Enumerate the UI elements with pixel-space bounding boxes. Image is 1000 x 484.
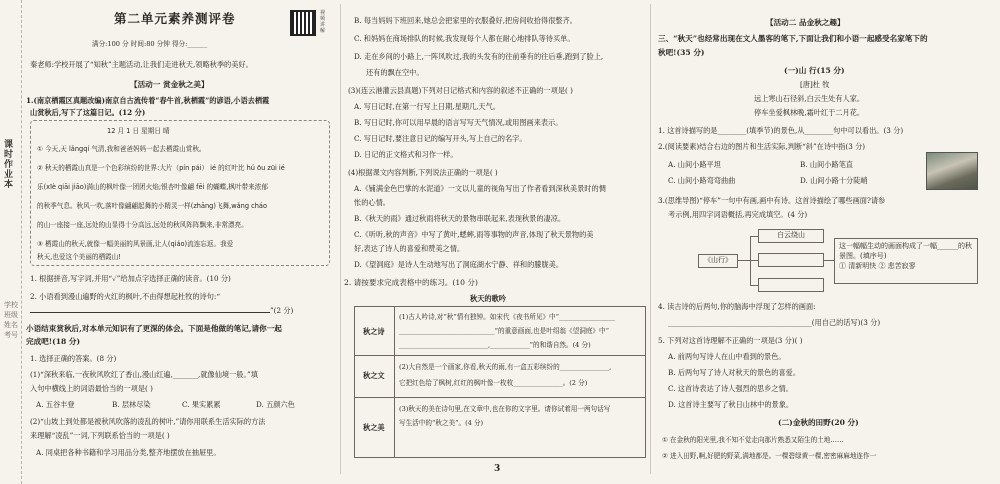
- score-line: 满分:100 分 时间:80 分钟 得分:______: [92, 40, 208, 48]
- option-b[interactable]: B.《秋天的雨》通过秋雨将秋天的景物串联起来,表现秋景的凄凉。: [354, 214, 566, 223]
- q3: (3)(连云港灌云县真题)下列对日记格式和内容的叙述不正确的一项是( ): [348, 86, 573, 95]
- option-c[interactable]: C. 山间小路弯弯曲曲: [668, 176, 736, 185]
- binding-series: 课时作业本: [4, 140, 14, 190]
- option-a[interactable]: A. 同桌把各种书籍和学习用品分类,整齐地摆放在抽屉里。: [36, 448, 221, 457]
- option-b[interactable]: B. 山间小路笔直: [800, 160, 853, 169]
- row-line: (1)古人吟诗,对“秋”情有独钟。如宋代《夜书所见》中“_________________: [399, 313, 616, 321]
- activity2-title: 【活动二 品金秋之趣】: [766, 18, 845, 27]
- connector: [750, 260, 758, 261]
- option-a-cont: 怅的心情。: [354, 198, 390, 207]
- row-line: _____________________________”的重意画面,也是叶绍翁《望洞庭》中“: [399, 327, 609, 335]
- option-c[interactable]: C. 果实累累: [182, 400, 221, 409]
- option-d[interactable]: D. 五颜六色: [256, 400, 295, 409]
- option-b[interactable]: B. 写日记时,你可以用早晨的语言写写天气情况,或用图画来表示。: [354, 118, 563, 127]
- poem-line: 远上寒山石径斜,白云生处有人家。: [754, 94, 865, 103]
- connector: [750, 236, 758, 237]
- page-title: 第二单元素养测评卷: [114, 11, 236, 26]
- row-line: (2)大自然是一个画家,你看,秋天的雨,有一盒五彩缤纷的_______________,: [399, 363, 612, 371]
- subq2: 2. 小语看到漫山遍野的火红的枫叶,不由得想起杜牧的诗句:“: [30, 292, 221, 301]
- mountain-path-photo: [926, 152, 978, 190]
- diary-box: [30, 120, 330, 266]
- section3-stem-2: 秋吧!(35 分): [658, 48, 705, 57]
- option-a[interactable]: A.《铺满金色巴掌的水泥道》一文以儿童的视角写出了作者看到深秋美景时的惆: [354, 184, 606, 193]
- diary-line: ② 秋天的栖霞山真是一个色彩缤纷的世界:大片（pín pái） ié 的红叶比 hú ōu zūi ié: [37, 164, 285, 172]
- q2-table: 2. 请按要求完成表格中的练习。(10 分): [344, 278, 478, 287]
- song-table: [354, 306, 646, 458]
- qr-label: 视频讲解: [320, 10, 326, 34]
- poem-author: [唐]杜 牧: [800, 80, 830, 89]
- q1-stem-2: 山赏秋后,写下了这篇日记。(12 分): [30, 108, 146, 117]
- diary-line: 的山一座接一座,远处的山显得十分高远,远处的秋风阵阵飘来,非常漂亮。: [37, 221, 248, 229]
- option-c[interactable]: C. 写日记时,要注意日记的编写开头,写上自己的名字。: [354, 134, 527, 143]
- row-line: ___________________________,____________”的和谐自然。(4 分): [399, 341, 591, 349]
- row-line: 写生活中的“秋之美”。(4 分): [399, 419, 484, 427]
- row-line: (3)秋天的美在诗句里,在文章中,也在你的文字里。请你试着用一两句话写: [399, 405, 611, 413]
- part2-stem: 小语结束赏秋后,对本单元知识有了更深的体会。下面是他做的笔记,请你一起: [26, 324, 282, 333]
- mind-options: ① 清新明快 ② 悲苦寂寥: [839, 262, 916, 270]
- option-d[interactable]: D. 山间小路十分陡峭: [800, 176, 868, 185]
- part2-q1a-2: 入句中横线上的词语最恰当的一项是( ): [30, 384, 153, 393]
- q5: 5. 下列对这首诗理解不正确的一项是(3 分)( ): [658, 336, 803, 345]
- q2: 2.(阅读要素)结合右边的图片和生活实际,判断“斜”在诗中指(3 分): [658, 142, 866, 151]
- q4: 4. 读古诗的后两句,你的脑海中浮现了怎样的画面:: [658, 302, 816, 311]
- mind-description: [834, 238, 978, 284]
- q1: 1. 这首诗描写的是________(填季节)的景色,从________句中可以看出。(3 分): [658, 126, 904, 135]
- q3-cont: 考示例,用四字词语概括,再完成填空。(4 分): [668, 210, 808, 219]
- part2-q1b: (2)“山坡上到处都是被秋风吹落的凌乱的树叶,”请你用联系生活实际的方法: [30, 417, 266, 426]
- q3: 3.(思维导图)“停车”一句中有画,画中有诗。这首诗描绘了哪些画面?请参: [658, 196, 886, 205]
- option-a[interactable]: A. 前两句写诗人在山中看到的景色。: [668, 352, 786, 361]
- column-divider: [340, 4, 341, 474]
- option-a[interactable]: A. 五谷丰登: [36, 400, 75, 409]
- mind-center: 《山行》: [698, 254, 738, 268]
- part2-stem-2: 完成吧!(18 分): [26, 337, 81, 346]
- q4-answer-line[interactable]: ________________________________________(用自己的话写)(3 分): [668, 318, 881, 327]
- mind-description-text: 这一幅幅生动的画面构成了一幅______的秋景图。(填序号): [839, 242, 972, 260]
- poem-section-title: (一)山 行(15 分): [784, 66, 845, 75]
- column-left: [26, 0, 340, 484]
- answer-blank-line[interactable]: [30, 312, 270, 313]
- row-label: 秋之诗: [363, 327, 385, 336]
- row-label: 秋之文: [363, 371, 385, 380]
- section2-title: (二)金秋的田野(20 分): [778, 418, 859, 427]
- connector: [824, 260, 834, 261]
- option-d[interactable]: D. 这首诗主要写了秋日山林中的景象。: [668, 400, 794, 409]
- poem-line: 停车坐爱枫林晚,霜叶红于二月花。: [754, 108, 865, 117]
- option-d-cont: 还有的飘在空中。: [366, 68, 424, 77]
- qr-code[interactable]: [290, 10, 316, 36]
- part2-q1: 1. 选择正确的答案。(8 分): [30, 354, 117, 363]
- column-divider: [650, 4, 651, 474]
- diary-line: ① 今天,天 lǎngqí 气清,我和爸爸妈妈一起去栖霞山赏秋。: [37, 145, 206, 153]
- answer-blank: [30, 306, 293, 315]
- option-b[interactable]: B. 层林尽染: [112, 400, 151, 409]
- option-d[interactable]: D. 走在乡间的小路上,一阵风吹过,我的头发有的往前垂有的往后垂,跑到了脸上,: [354, 52, 604, 61]
- option-c-cont: 好,表达了诗人的喜爱和赞美之情。: [354, 244, 465, 253]
- option-a[interactable]: A. 写日记时,在第一行写上日期,星期几,天气。: [354, 102, 500, 111]
- part2-q1a: (1)“深秋来临,一夜秋风吹红了香山,漫山红遍,_______,就像仙境一般。”填: [30, 370, 258, 379]
- intro-text: 秦老师:学校开展了“知秋”主题活动,让我们走进秋天,领略秋季的美好。: [30, 60, 253, 69]
- connector: [750, 236, 751, 286]
- q1-stem: 1.(南京栖霞区真题改编)南京自古流传着“春牛首,秋栖霞”的谚语,小语去栖霞: [26, 96, 270, 105]
- subq2-end: ”(2 分): [270, 306, 294, 315]
- mind-node: 白云绕山: [758, 229, 824, 243]
- subq1: 1. 根据拼音,写字词,并用“✓”给加点字选择正确的读音。(10 分): [30, 274, 231, 283]
- option-d[interactable]: D. 日记的正文格式和习作一样。: [354, 150, 458, 159]
- option-b[interactable]: B. 后两句写了诗人对秋天的景色的喜爱。: [668, 368, 801, 377]
- column-right: [654, 0, 996, 484]
- paragraph: ① 在金秋的阳光里,我不知不觉走向那片熟悉又陌生的土地……: [662, 436, 844, 444]
- diary-line: 的秋季气息。秋风一吹,落叶像翩翩起舞的小精灵一样(zhāng)飞舞,wǎng cháo: [37, 202, 267, 210]
- table-row-divider: [355, 355, 645, 356]
- option-c[interactable]: C. 这首诗表达了诗人强烈的思乡之情。: [668, 384, 793, 393]
- option-d[interactable]: D.《望洞庭》是诗人生动地写出了洞庭湖水宁静、祥和的朦胧美。: [354, 260, 564, 269]
- option-c[interactable]: C. 和妈妈在商场排队的时候,我发现每个人都在耐心地排队等待买单。: [354, 34, 575, 43]
- binding-strip: [0, 0, 22, 484]
- row-label: 秋之美: [363, 423, 385, 432]
- part2-q1b-2: 来理解“凌乱”一词,下列联系恰当的一项是( ): [30, 431, 170, 440]
- section3-stem: 三、“秋天”也经常出现在文人墨客的笔下,下面让我们和小语一起感受名家笔下的: [658, 34, 928, 43]
- paragraph: ② 进入田野,啊,好肥的野菜,满地都是。一棵碧绿黄一棵,密密麻麻地连作一: [662, 452, 877, 460]
- connector: [738, 260, 750, 261]
- mind-node-blank[interactable]: [758, 278, 824, 292]
- connector: [750, 285, 758, 286]
- mind-node-blank[interactable]: [758, 253, 824, 267]
- diary-date: 12 月 1 日 星期日 晴: [107, 127, 170, 135]
- table-row-divider: [355, 397, 645, 398]
- option-a[interactable]: A. 山间小路平坦: [668, 160, 721, 169]
- diary-line: ③ 栖霞山的秋天,就像一幅美丽的风景画,让人(qiáo)流连忘返。我爱: [37, 240, 234, 248]
- diary-line: 秋天,也爱这个美丽的栖霞山!: [37, 253, 121, 261]
- option-b[interactable]: B. 每当妈妈下班回来,她总会把家里的衣服叠好,把房间收拾得很整齐。: [354, 16, 577, 25]
- activity1-title: 【活动一 赏金秋之美】: [130, 80, 209, 89]
- table-title: 秋天的歌吟: [470, 294, 506, 303]
- row-line: 它把红色给了枫树,红红的枫叶像一枚枚_______________。(2 分): [399, 379, 588, 387]
- column-middle: [344, 0, 650, 484]
- page-number: 3: [494, 464, 501, 474]
- option-c[interactable]: C.《听听,秋的声音》中写了黄叶,蟋蟀,雨等事物的声音,体现了秋天景物的美: [354, 230, 594, 239]
- diary-line: 乐(xīè qiāi jiāo)满山的枫叶像一团团火焰;银杏叶像翩 fēi 的蝴蝶,枫叶带来浓郁: [37, 183, 268, 191]
- binding-fields: 学校 班级 姓名 考号: [4, 301, 18, 339]
- q4: (4)根据课文内容判断,下列说法正确的一项是( ): [348, 168, 498, 177]
